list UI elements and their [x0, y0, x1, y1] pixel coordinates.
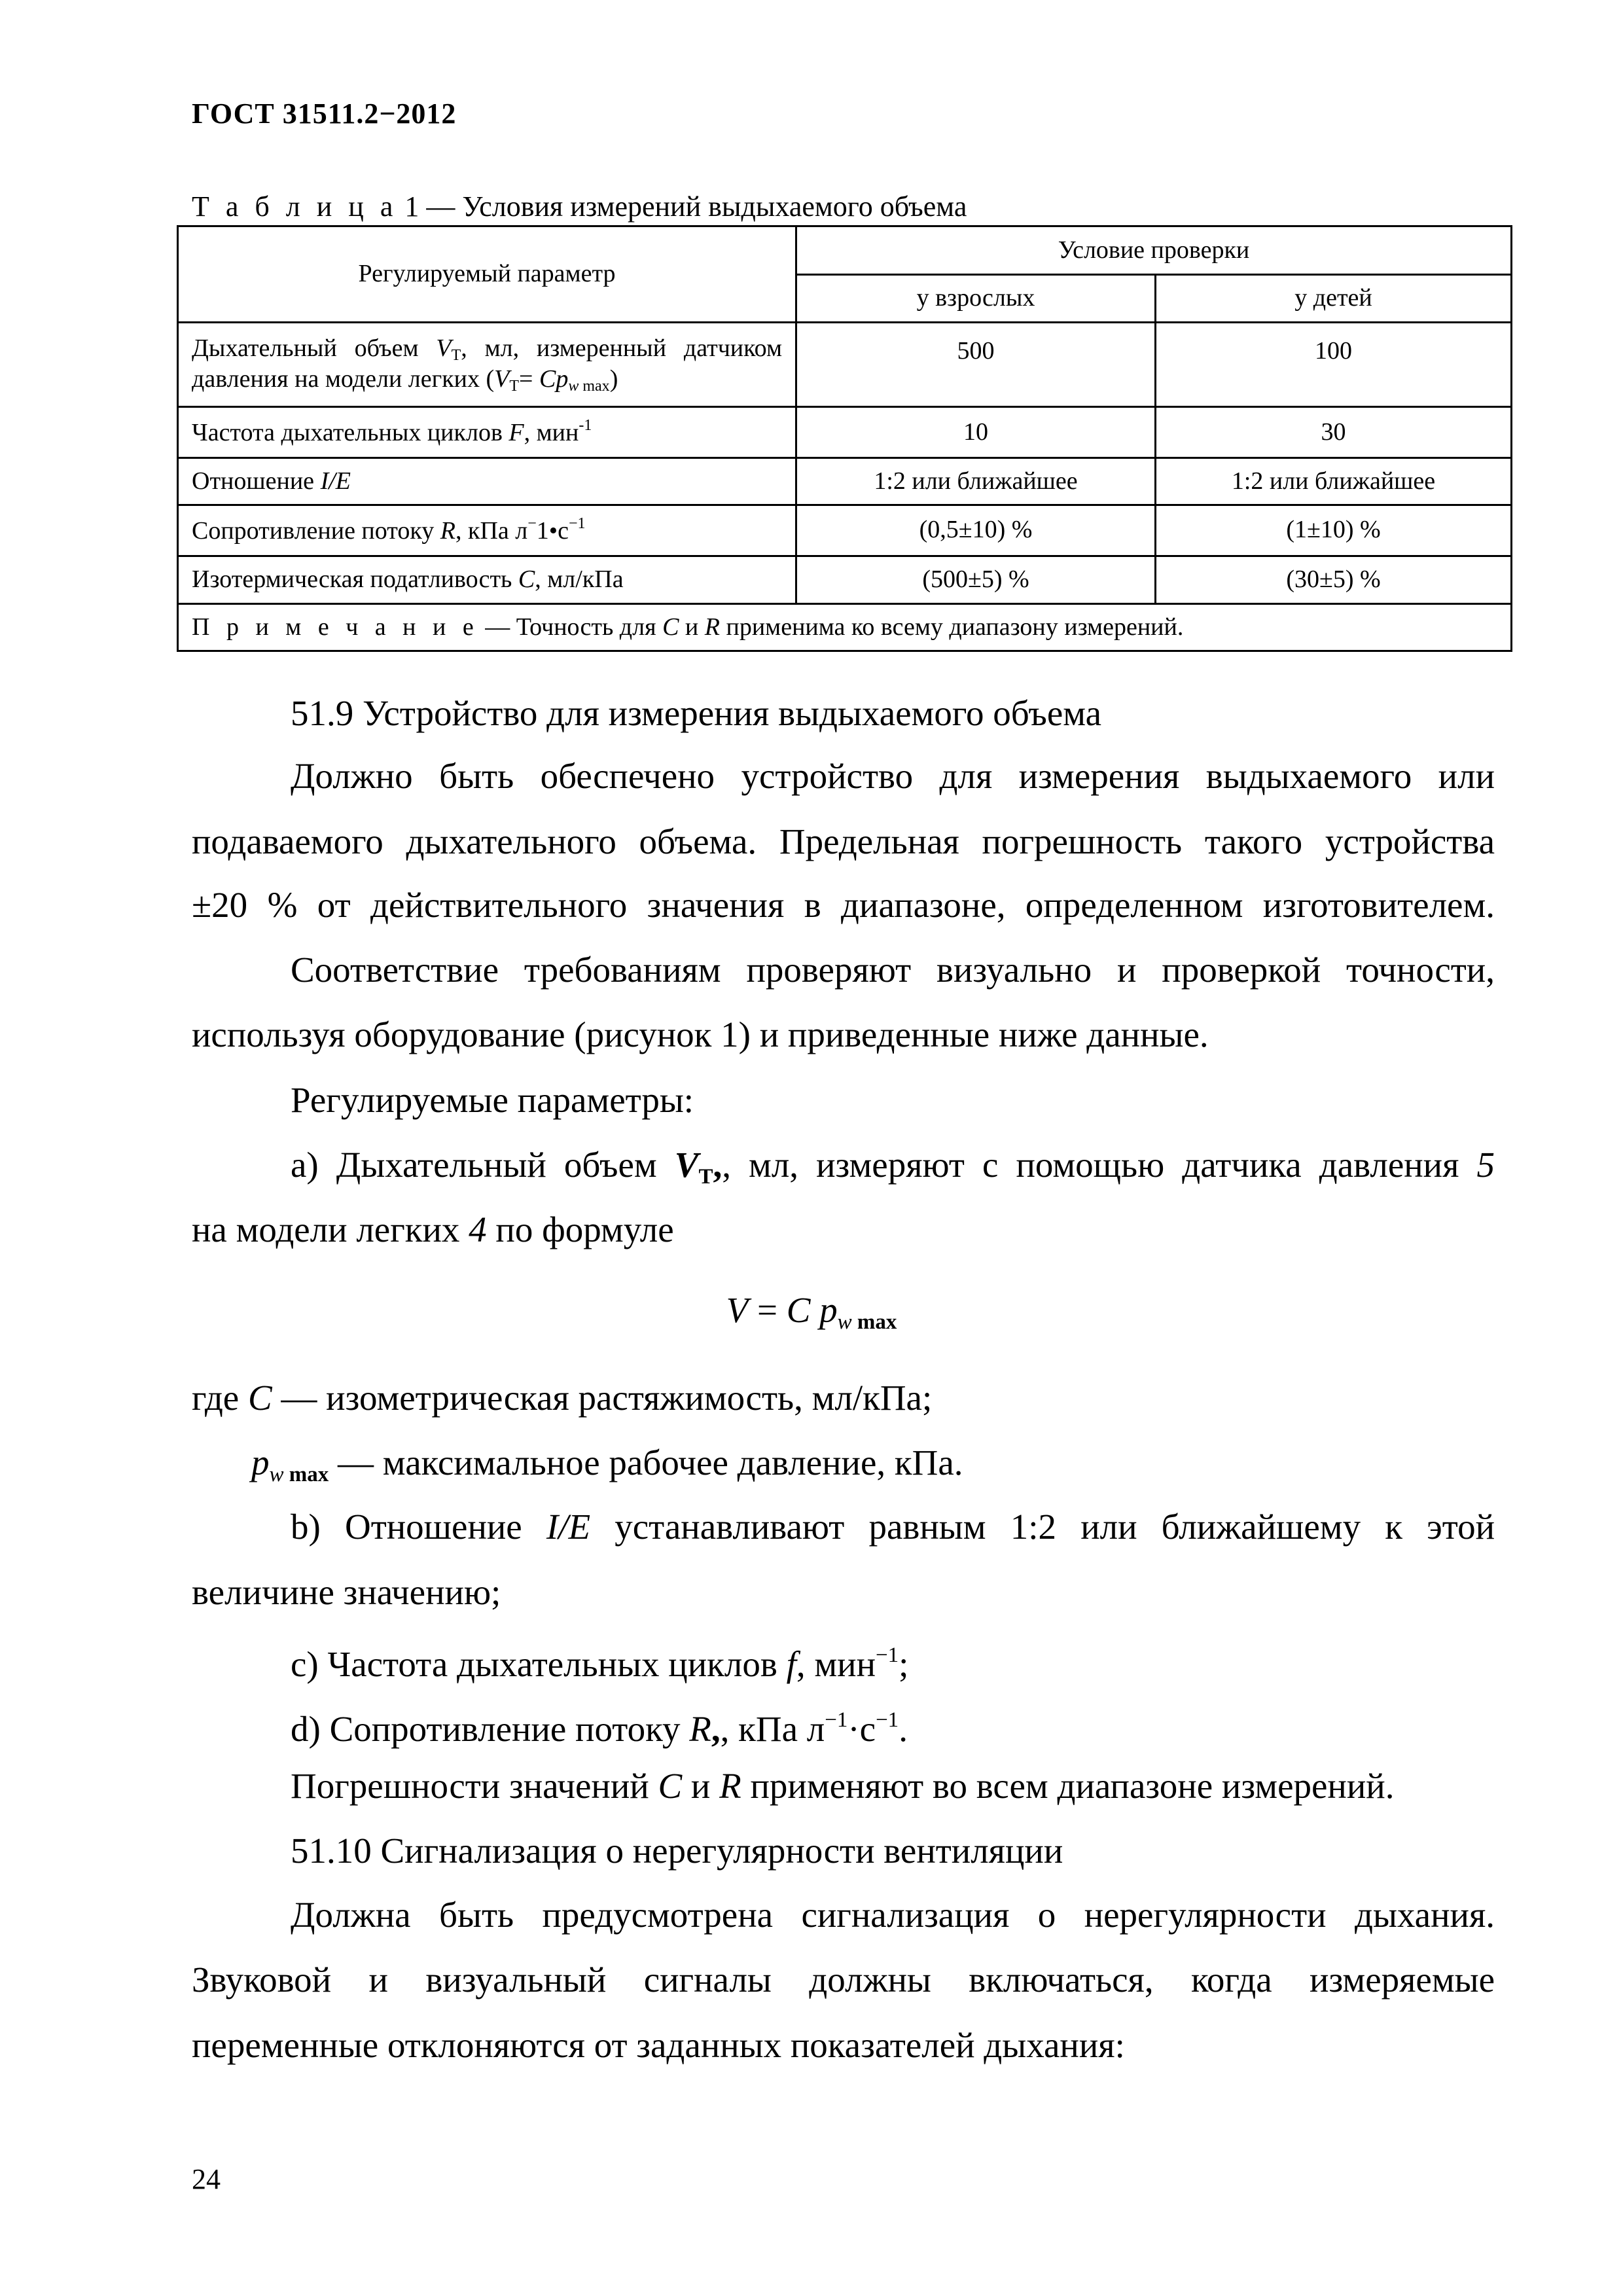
- row-children-value: 1:2 или ближайшее: [1156, 458, 1512, 505]
- table-row: [178, 556, 1512, 604]
- paragraph-line: подаваемого дыхательного объема. Предельная погрешность такого устройства: [192, 821, 1495, 861]
- table-caption: [192, 190, 967, 223]
- table-caption-label: Т а б л и ц а: [192, 190, 398, 223]
- table-note: П р и м е ч а н и е — Точность для C и R применима ко всему диапазону измерений.: [178, 604, 1512, 651]
- heading-51-10: 51.10 Сигнализация о нерегулярности вентиляции: [291, 1831, 1063, 1871]
- paragraph-line: Должно быть обеспечено устройство для измерения выдыхаемого или: [291, 756, 1495, 796]
- item-b-line2: величине значению;: [192, 1572, 501, 1612]
- paragraph-line: ±20 % от действительного значения в диапазоне, определенном изготовителем.: [192, 885, 1495, 925]
- row-adults-value: 500: [796, 323, 1156, 407]
- row-children-value: 100: [1156, 323, 1512, 407]
- document-code: ГОСТ 31511.2−2012: [192, 98, 457, 130]
- measurement-conditions-table: [177, 225, 1512, 652]
- accuracy-line: Погрешности значений C и R применяют во всем диапазоне измерений.: [291, 1766, 1395, 1806]
- row-adults-value: 1:2 или ближайшее: [796, 458, 1156, 505]
- row-param: Сопротивление потоку R, кПа $л^-1•с^{-1}$: [178, 505, 796, 556]
- table-row: [178, 505, 1512, 556]
- row-adults-value: (500±5) %: [796, 556, 1156, 604]
- item-c: c) Частота дыхательных циклов f, мин$^{-1}$;: [291, 1643, 909, 1684]
- page-number: 24: [192, 2163, 221, 2195]
- row-adults-value: 10: [796, 407, 1156, 458]
- header-param: Регулируемый параметр: [178, 226, 796, 323]
- row-param: Частота дыхательных циклов F, мин$^{-1}$: [178, 407, 796, 458]
- header-children: у детей: [1156, 274, 1512, 323]
- row-param: Изотермическая податливость C, мл/кПа: [178, 556, 796, 604]
- header-adults: у взрослых: [796, 274, 1156, 323]
- paragraph-line: Регулируемые параметры:: [291, 1080, 694, 1120]
- where-c-line: где C — изометрическая растяжимость, мл/кПа;: [192, 1378, 933, 1418]
- heading-51-9: 51.9 Устройство для измерения выдыхаемого объема: [291, 693, 1102, 733]
- row-children-value: 30: [1156, 407, 1512, 458]
- header-condition: Условие проверки: [796, 226, 1512, 275]
- table-row: [178, 407, 1512, 458]
- row-param: Отношение I/E: [178, 458, 796, 505]
- item-a-line2: на модели легких 4 по формуле: [192, 1210, 674, 1249]
- row-adults-value: (0,5±10) %: [796, 505, 1156, 556]
- paragraph-line: используя оборудование (рисунок 1) и приведенные ниже данные.: [192, 1014, 1209, 1054]
- where-pw-line: pw max — максимальное рабочее давление, кПа.: [251, 1443, 963, 1486]
- table-header-row: [178, 226, 1512, 275]
- formula: V = C pw max: [726, 1290, 897, 1334]
- paragraph-line: Звуковой и визуальный сигналы должны включаться, когда измеряемые: [192, 1960, 1495, 2000]
- table-row: [178, 323, 1512, 407]
- row-param: Дыхательный объем $V_T$, мл, измеренный датчиком давления на модели легких ($V_T= Cp_w$ $_{max}$): [178, 323, 796, 407]
- paragraph-line: Должна быть предусмотрена сигнализация о нерегулярности дыхания.: [291, 1895, 1495, 1935]
- item-b-line1: b) Отношение I/E устанавливают равным 1:2 или ближайшему к этой: [291, 1507, 1495, 1547]
- paragraph-line: Соответствие требованиям проверяют визуально и проверкой точности,: [291, 950, 1495, 990]
- table-caption-text: 1 — Условия измерений выдыхаемого объема: [397, 190, 967, 223]
- table-row: [178, 458, 1512, 505]
- item-d: d) Сопротивление потоку R,, кПа $л^{-1}\cdot с^{-1}$.: [291, 1708, 908, 1749]
- item-a-line1: а) Дыхательный объем VT,, мл, измеряют с помощью датчика давления 5: [291, 1145, 1495, 1189]
- row-children-value: (30±5) %: [1156, 556, 1512, 604]
- row-children-value: (1±10) %: [1156, 505, 1512, 556]
- paragraph-line: переменные отклоняются от заданных показателей дыхания:: [192, 2025, 1125, 2065]
- table-note-row: [178, 604, 1512, 651]
